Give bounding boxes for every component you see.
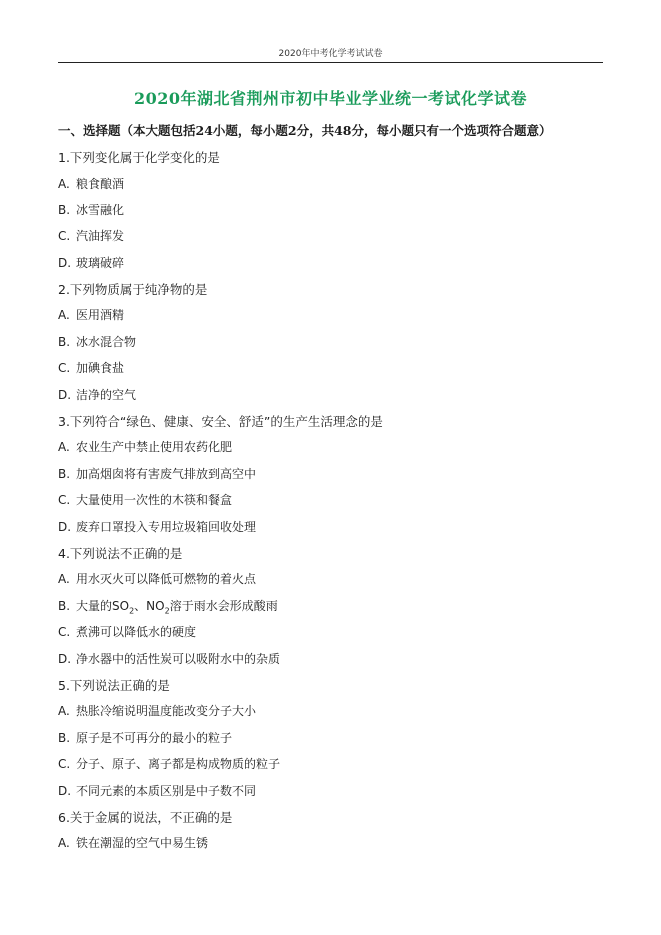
option-text: 加碘食盐 [76,361,125,375]
option [58,175,124,192]
question-stem: 3.下列符合“绿色、健康、安全、舒适”的生产生活理念的是 [58,414,383,429]
option-text: 洁净的空气 [76,388,137,402]
option-letter: B. [58,203,71,217]
option-letter: D. [58,652,72,666]
option-letter: A. [58,308,70,322]
option [58,465,256,482]
option-text: 冰雪融化 [76,203,125,217]
option-text: 医用酒精 [76,308,125,322]
option [58,359,124,376]
option-text: 煮沸可以降低水的硬度 [76,625,197,639]
option-letter: D. [58,256,72,270]
option-letter: D. [58,388,72,402]
option-letter: B. [58,467,71,481]
option-letter: A. [58,704,70,718]
option-text: 分子、原子、离子都是构成物质的粒子 [76,757,281,771]
option-text-part: 、NO [134,599,165,613]
option [58,834,208,851]
option [58,597,278,615]
subscript: 2 [164,606,170,616]
option [58,438,232,455]
subscript: 2 [129,606,135,616]
option-text: 冰水混合物 [76,335,137,349]
option-text: 用水灭火可以降低可燃物的着火点 [76,572,257,586]
option [58,755,280,772]
option-letter: A. [58,440,70,454]
page-header: 2020年中考化学考试试卷 [278,49,383,59]
option-letter: B. [58,335,71,349]
option-letter: D. [58,784,72,798]
option-letter: D. [58,520,72,534]
option-letter: A. [58,572,70,586]
option-letter: A. [58,836,70,850]
option [58,227,124,244]
option [58,702,256,719]
option [58,729,232,746]
option [58,386,136,403]
option-letter: C. [58,757,71,771]
option [58,254,124,271]
option [58,782,256,799]
question-stem: 4.下列说法不正确的是 [58,546,183,561]
option-letter: A. [58,177,70,191]
option-text-part: 溶于雨水会形成酸雨 [169,599,278,613]
option-text: 粮食酿酒 [76,177,125,191]
option-letter: B. [58,731,71,745]
option-text: 不同元素的本质区别是中子数不同 [76,784,257,798]
exam-title: 2020年湖北省荆州市初中毕业学业统一考试化学试卷 [133,89,528,108]
option-letter: C. [58,229,71,243]
option-text: 废弃口罩投入专用垃圾箱回收处理 [76,520,257,534]
option [58,201,124,218]
option [58,570,256,587]
option [58,333,136,350]
option-text-part: 大量的SO [76,599,130,613]
option-text: 铁在潮湿的空气中易生锈 [76,836,209,850]
option-text: 净水器中的活性炭可以吸附水中的杂质 [76,652,281,666]
question-stem: 1.下列变化属于化学变化的是 [58,150,220,165]
option [58,650,280,667]
option-letter: C. [58,625,71,639]
question-stem: 6.关于金属的说法，不正确的是 [58,810,233,825]
option [58,623,196,640]
header-divider [58,62,603,63]
option-letter: B. [58,599,71,613]
option-text: 汽油挥发 [76,229,125,243]
option-text: 大量使用一次性的木筷和餐盒 [76,493,233,507]
option [58,491,232,508]
option [58,306,124,323]
section-heading: 一、选择题（本大题包括24小题，每小题2分，共48分，每小题只有一个选项符合题意） [58,123,552,138]
question-stem: 2.下列物质属于纯净物的是 [58,282,208,297]
option [58,518,256,535]
option-text: 热胀冷缩说明温度能改变分子大小 [76,704,257,718]
option-text: 玻璃破碎 [76,256,125,270]
option-letter: C. [58,361,71,375]
option-text: 加高烟囱将有害废气排放到高空中 [76,467,257,481]
option-letter: C. [58,493,71,507]
option-text: 原子是不可再分的最小的粒子 [76,731,233,745]
option-text: 农业生产中禁止使用农药化肥 [76,440,233,454]
question-stem: 5.下列说法正确的是 [58,678,170,693]
